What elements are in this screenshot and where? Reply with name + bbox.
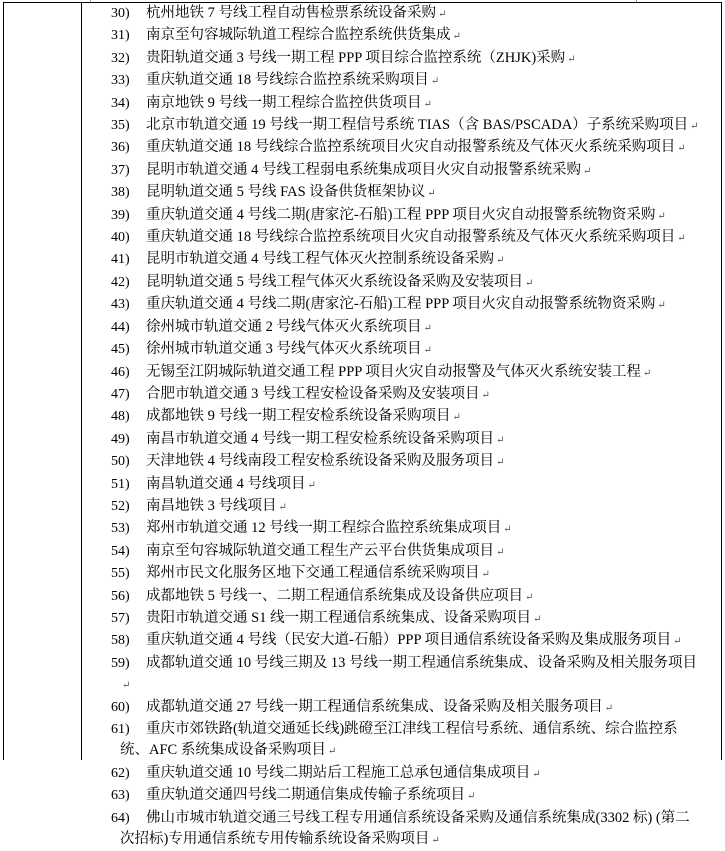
list-item-number: 31) <box>111 28 130 44</box>
paragraph-mark-icon: ↵ <box>496 457 505 469</box>
paragraph-mark-icon: ↵ <box>427 188 436 200</box>
paragraph-mark-icon: ↵ <box>583 165 592 177</box>
list-item-number: 63) <box>111 788 130 804</box>
paragraph-mark-icon: ↵ <box>525 277 534 289</box>
list-item-number: 64) <box>111 810 130 826</box>
list-item-text: 昆明轨道交通 5 号线工程气体灭火系统设备采购及安装项目 <box>146 273 523 290</box>
list-item-number: 47) <box>111 386 130 402</box>
paragraph-mark-icon: ↵ <box>657 300 666 312</box>
list-item-number: 41) <box>111 252 130 268</box>
list-item-text: 重庆轨道交通 4 号线二期(唐家沱-石船)工程 PPP 项目火灾自动报警系统物资采购 <box>146 206 656 223</box>
list-item-text: 成都轨道交通 27 号线一期工程通信系统集成、设备采购及相关服务项目 <box>146 698 603 715</box>
list-item-text: 南京地铁 9 号线一期工程综合监控供货项目 <box>146 94 422 111</box>
paragraph-mark-icon: ↵ <box>307 479 316 491</box>
list-item-number: 42) <box>111 274 130 290</box>
list-item-number: 58) <box>111 633 130 649</box>
list-item <box>82 362 710 384</box>
list-item-text: 南京至句容城际轨道交通工程生产云平台供货集成项目 <box>146 542 494 559</box>
list-item-number: 38) <box>111 185 130 201</box>
list-item-text: 昆明轨道交通 5 号线 FAS 设备供货框架协议 <box>146 184 426 201</box>
list-item <box>82 182 710 204</box>
list-item <box>82 249 710 271</box>
list-item-number: 40) <box>111 230 130 246</box>
list-item-number: 51) <box>111 476 130 492</box>
list-item <box>82 541 710 563</box>
list-item-text: 北京市轨道交通 19 号线一期工程信号系统 TIAS（含 BAS/PSCADA）子系统采购项目 <box>146 117 689 134</box>
paragraph-mark-icon: ↵ <box>677 143 686 155</box>
table-gridline-tick <box>636 0 637 2</box>
list-item <box>82 763 710 785</box>
list-item <box>82 697 710 719</box>
list-item <box>82 137 710 159</box>
list-item-number: 53) <box>111 521 130 537</box>
list-item <box>82 317 710 339</box>
list-item-number: 48) <box>111 409 130 425</box>
paragraph-mark-icon: ↵ <box>481 389 490 401</box>
paragraph-mark-icon: ↵ <box>431 835 440 847</box>
list-item <box>82 406 710 428</box>
paragraph-mark-icon: ↵ <box>673 636 682 648</box>
list-item-text: 贵阳轨道交通 3 号线一期工程 PPP 项目综合监控系统（ZHJK)采购 <box>146 49 566 66</box>
list-item-text: 重庆轨道交通 18 号线综合监控系统项目火灾自动报警系统及气体灭火系统采购项目 <box>146 229 676 246</box>
list-item <box>82 227 710 249</box>
list-item <box>82 518 710 540</box>
list-item <box>82 93 710 115</box>
paragraph-mark-icon: ↵ <box>525 591 534 603</box>
list-item-text: 郑州市轨道交通 12 号线一期工程综合监控系统集成项目 <box>146 520 502 537</box>
paragraph-mark-icon: ↵ <box>496 255 505 267</box>
list-item-text: 合肥市轨道交通 3 号线工程安检设备采购及安装项目 <box>146 385 480 402</box>
list-item-text: 南昌地铁 3 号线项目 <box>146 497 277 514</box>
list-item-number: 49) <box>111 431 130 447</box>
list-item <box>82 48 710 70</box>
list-item-text: 杭州地铁 7 号线工程自动售检票系统设备采购 <box>146 5 436 21</box>
table-gridline-tick <box>90 0 91 2</box>
list-item <box>82 474 710 496</box>
list-item <box>82 25 710 47</box>
table-right-border <box>721 2 722 760</box>
list-item-text: 昆明市轨道交通 4 号线工程气体灭火控制系统设备采购 <box>146 251 494 268</box>
list-item-number: 43) <box>111 297 130 313</box>
list-item-number: 56) <box>111 588 130 604</box>
list-item-number: 52) <box>111 498 130 514</box>
list-item <box>82 608 710 630</box>
list-item-text: 重庆轨道交通四号线二期通信集成传输子系统项目 <box>146 787 465 804</box>
list-item <box>82 653 710 697</box>
list-item-text: 徐州城市轨道交通 3 号线气体灭火系统项目 <box>146 341 422 358</box>
list-item <box>82 115 710 137</box>
paragraph-mark-icon: ↵ <box>657 210 666 222</box>
list-item <box>82 70 710 92</box>
list-item-number: 44) <box>111 319 130 335</box>
list-item-text: 重庆轨道交通 4 号线（民安大道-石船）PPP 项目通信系统设备采购及集成服务项目 <box>146 632 672 649</box>
paragraph-mark-icon: ↵ <box>503 524 512 536</box>
list-item-number: 39) <box>111 207 130 223</box>
list-item-number: 54) <box>111 543 130 559</box>
list-item-number: 60) <box>111 699 130 715</box>
list-item-number: 32) <box>111 50 130 66</box>
paragraph-mark-icon: ↵ <box>423 345 432 357</box>
list-item <box>82 451 710 473</box>
list-item <box>82 339 710 361</box>
list-item-text: 重庆市郊铁路(轨道交通延长线)跳磴至江津线工程信号系统、通信系统、综合监控系统、AFC 系统集成设备采购项目 <box>120 721 678 759</box>
list-item-text: 成都地铁 5 号线一、二期工程通信系统集成及设备供应项目 <box>146 587 523 604</box>
paragraph-mark-icon: ↵ <box>438 9 447 20</box>
list-item-number: 50) <box>111 454 130 470</box>
list-item <box>82 3 710 25</box>
list-item-text: 重庆轨道交通 18 号线综合监控系统采购项目 <box>146 72 429 89</box>
paragraph-mark-icon: ↵ <box>604 702 614 714</box>
list-item-text: 南昌轨道交通 4 号线项目 <box>146 475 306 492</box>
list-item <box>82 429 710 451</box>
paragraph-mark-icon: ↵ <box>452 412 461 424</box>
list-item-text: 南昌市轨道交通 4 号线一期工程安检系统设备采购项目 <box>146 430 494 447</box>
list-item-number: 30) <box>111 6 130 21</box>
list-item-number: 62) <box>111 765 130 781</box>
paragraph-mark-icon: ↵ <box>122 680 131 692</box>
list-item-number: 36) <box>111 140 130 156</box>
paragraph-mark-icon: ↵ <box>567 53 576 65</box>
list-item-text: 佛山市城市轨道交通三号线工程专用通信系统设备采购及通信系统集成(3302 标) (第二次招标)专用通信系统专用传输系统设备采购项目 <box>120 809 690 848</box>
list-item-text: 昆明市轨道交通 4 号线工程弱电系统集成项目火灾自动报警系统采购 <box>146 161 581 178</box>
paragraph-mark-icon: ↵ <box>496 546 505 558</box>
list-item <box>82 808 710 851</box>
paragraph-mark-icon: ↵ <box>532 768 541 780</box>
list-item-number: 45) <box>111 342 130 358</box>
list-item-text: 无锡至江阴城际轨道交通工程 PPP 项目火灾自动报警及气体灭火系统安装工程 <box>146 363 641 380</box>
list-item <box>82 205 710 227</box>
list-item <box>82 785 710 807</box>
table-left-cell <box>4 3 81 760</box>
paragraph-mark-icon: ↵ <box>642 367 652 379</box>
paragraph-mark-icon: ↵ <box>278 501 287 513</box>
list-item-number: 59) <box>111 655 130 671</box>
list-item-text: 徐州城市轨道交通 2 号线气体灭火系统项目 <box>146 318 422 335</box>
paragraph-mark-icon: ↵ <box>423 98 432 110</box>
paragraph-mark-icon: ↵ <box>533 613 542 625</box>
list-item-text: 南京至句容城际轨道工程综合监控系统供货集成 <box>146 27 451 44</box>
paragraph-mark-icon: ↵ <box>496 434 505 446</box>
list-item <box>82 719 710 763</box>
paragraph-mark-icon: ↵ <box>423 322 432 334</box>
project-list-cell <box>82 3 710 848</box>
paragraph-mark-icon: ↵ <box>430 76 440 88</box>
list-item <box>82 384 710 406</box>
paragraph-mark-icon: ↵ <box>690 121 699 133</box>
paragraph-mark-icon: ↵ <box>327 746 337 758</box>
list-item-number: 55) <box>111 566 130 582</box>
list-item-number: 34) <box>111 95 130 111</box>
list-item <box>82 272 710 294</box>
list-item-text: 重庆轨道交通 4 号线二期(唐家沱-石船)工程 PPP 项目火灾自动报警系统物资采购 <box>146 296 656 313</box>
list-item <box>82 294 710 316</box>
list-item-number: 33) <box>111 73 130 89</box>
list-item-number: 37) <box>111 162 130 178</box>
list-item <box>82 563 710 585</box>
list-item-text: 郑州市民文化服务区地下交通工程通信系统采购项目 <box>146 565 480 582</box>
list-item-text: 成都轨道交通 10 号线三期及 13 号线一期工程通信系统集成、设备采购及相关服务项目 <box>146 654 697 671</box>
list-item-text: 重庆轨道交通 10 号线二期站后工程施工总承包通信集成项目 <box>146 764 531 781</box>
paragraph-mark-icon: ↵ <box>452 31 461 43</box>
paragraph-mark-icon: ↵ <box>677 233 686 245</box>
list-item <box>82 630 710 652</box>
list-item-text: 天津地铁 4 号线南段工程安检系统设备采购及服务项目 <box>146 453 494 470</box>
list-item <box>82 586 710 608</box>
list-item <box>82 160 710 182</box>
paragraph-mark-icon: ↵ <box>467 791 476 803</box>
list-item-text: 重庆轨道交通 18 号线综合监控系统项目火灾自动报警系统及气体灭火系统采购项目 <box>146 139 676 156</box>
list-item-number: 57) <box>111 610 130 626</box>
list-item-text: 贵阳市轨道交通 S1 线一期工程通信系统集成、设备采购项目 <box>146 609 532 626</box>
list-item-number: 61) <box>111 722 130 737</box>
list-item-number: 46) <box>111 364 130 380</box>
list-item <box>82 496 710 518</box>
list-item-number: 35) <box>111 118 130 134</box>
paragraph-mark-icon: ↵ <box>481 569 490 581</box>
list-item-text: 成都地铁 9 号线一期工程安检系统设备采购项目 <box>146 408 451 425</box>
